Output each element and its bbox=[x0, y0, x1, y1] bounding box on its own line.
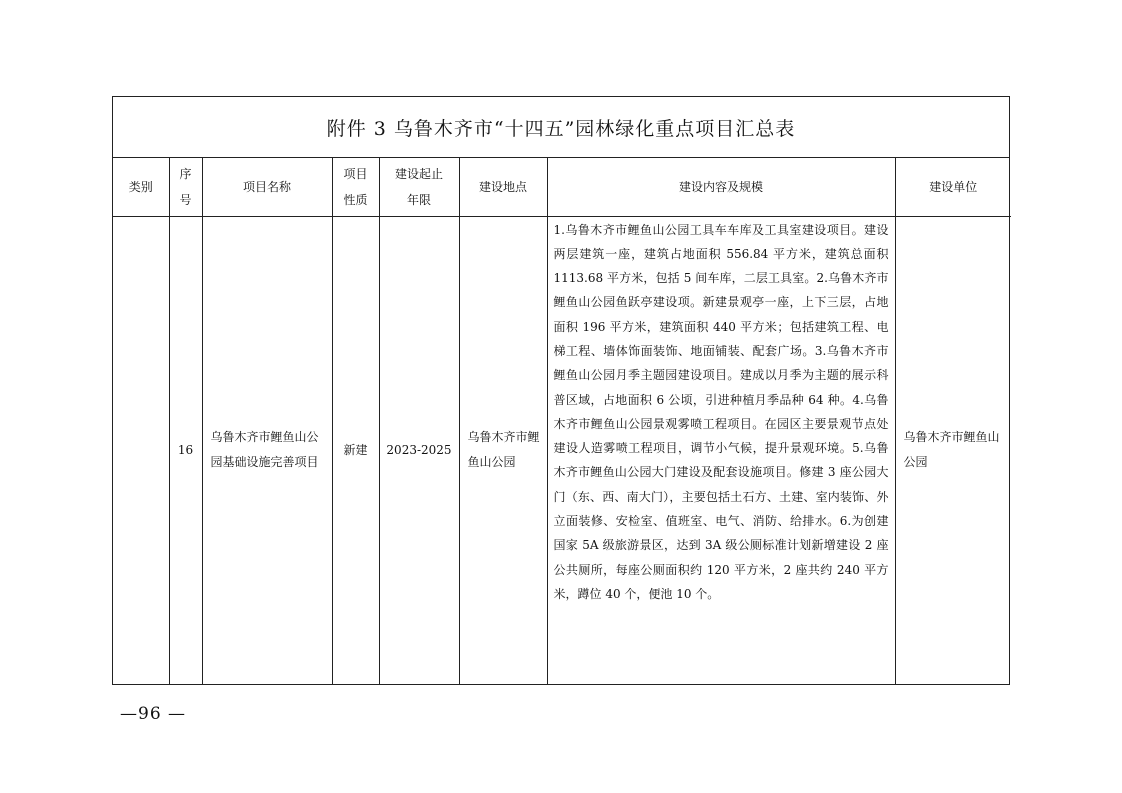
header-name: 项目名称 bbox=[202, 158, 332, 216]
cell-period: 2023-2025 bbox=[379, 216, 459, 684]
header-unit: 建设单位 bbox=[895, 158, 1011, 216]
header-seq-line1: 序 bbox=[179, 166, 192, 181]
cell-unit: 乌鲁木齐市鲤鱼山公园 bbox=[895, 216, 1011, 684]
header-seq bbox=[169, 158, 202, 216]
project-summary-table bbox=[112, 96, 1010, 685]
header-location: 建设地点 bbox=[459, 158, 547, 216]
header-period bbox=[379, 158, 459, 216]
header-row bbox=[113, 158, 1011, 216]
cell-nature: 新建 bbox=[332, 216, 379, 684]
cell-location: 乌鲁木齐市鲤鱼山公园 bbox=[459, 216, 547, 684]
cell-content: 1.乌鲁木齐市鲤鱼山公园工具车车库及工具室建设项目。建设两层建筑一座，建筑占地面积 556.84 平方米，建筑总面积 1113.68 平方米，包括 5 间车库，二层工具室。2.乌鲁木齐市鲤鱼山公园鱼跃亭建设项。新建景观亭一座，上下三层，占地面积 196 平方米，建筑面积 440 平方米；包括建筑工程、电梯工程、墙体饰面装饰、地面铺装、配套广场。3.乌鲁木齐市鲤鱼山公园月季主题园建设项目。建成以月季为主题的展示科普区域，占地面积 6 公顷，引进种植月季品种 64 种。4.乌鲁木齐市鲤鱼山公园景观雾喷工程项目。在园区主要景观节点处建设人造雾喷工程项目，调节小气候，提升景观环境。5.乌鲁木齐市鲤鱼山公园大门建设及配套设施项目。修建 3 座公园大门（东、西、南大门），主要包括土石方、土建、室内装饰、外立面装修、安检室、值班室、电气、消防、给排水。6.为创建国家 5A 级旅游景区，达到 3A 级公厕标准计划新增建设 2 座公共厕所，每座公厕面积约 120 平方米，2 座共约 240 平方米，蹲位 40 个，便池 10 个。 bbox=[547, 216, 895, 684]
header-seq-line2: 号 bbox=[179, 192, 192, 207]
header-nature bbox=[332, 158, 379, 216]
header-category: 类别 bbox=[113, 158, 169, 216]
table-row bbox=[113, 216, 1011, 684]
cell-seq: 16 bbox=[169, 216, 202, 684]
header-nature-line2: 性质 bbox=[343, 192, 368, 207]
table-title: 附件 3 乌鲁木齐市“十四五”园林绿化重点项目汇总表 bbox=[113, 97, 1009, 158]
header-period-line2: 年限 bbox=[406, 192, 431, 207]
page-number: —96 — bbox=[120, 704, 187, 724]
cell-name: 乌鲁木齐市鲤鱼山公园基础设施完善项目 bbox=[202, 216, 332, 684]
cell-category bbox=[113, 216, 169, 684]
header-nature-line1: 项目 bbox=[343, 166, 368, 181]
header-period-line1: 建设起止 bbox=[394, 166, 443, 181]
project-table bbox=[113, 158, 1011, 684]
header-content: 建设内容及规模 bbox=[547, 158, 895, 216]
